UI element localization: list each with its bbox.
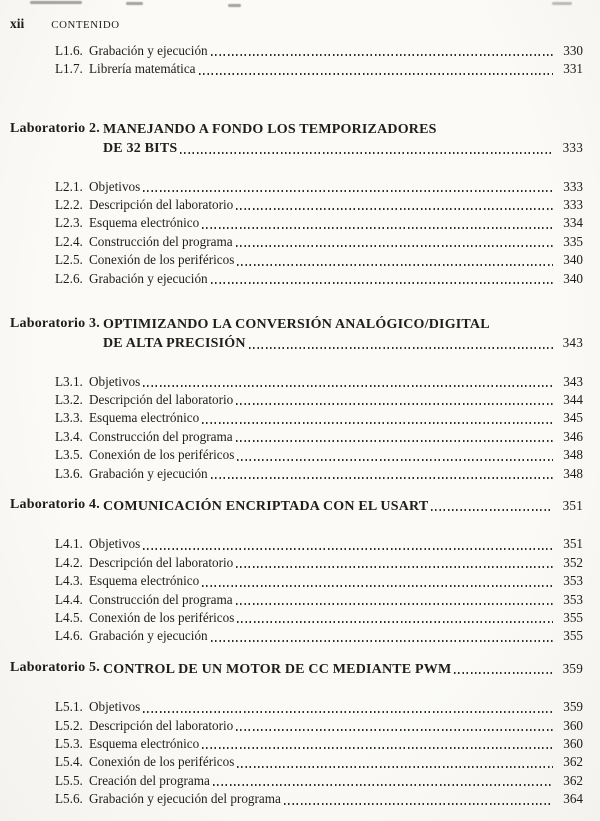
- toc-entry: [10, 178, 583, 196]
- entry-number: L2.4.: [55, 233, 83, 249]
- entry-page: 340: [563, 252, 583, 268]
- entry-number: L2.5.: [55, 252, 83, 268]
- section-heading: [10, 316, 583, 353]
- entry-title: Creación del programa: [89, 772, 210, 788]
- entry-number: L5.5.: [55, 772, 83, 788]
- section-heading-line: [103, 660, 583, 678]
- entry-number: L4.1.: [55, 536, 83, 552]
- entry-number: L2.6.: [55, 270, 83, 286]
- entry-title: Esquema electrónico: [89, 735, 200, 751]
- entry-title: Construcción del programa: [89, 233, 233, 249]
- toc-entry: [10, 609, 583, 627]
- dot-leader: [143, 385, 553, 387]
- toc-entry: [10, 409, 583, 427]
- toc-entry: [10, 60, 583, 78]
- toc-entry: [10, 591, 583, 609]
- section-heading-text: DE ALTA PRECISIÓN: [103, 336, 246, 352]
- entry-title: Conexión de los periféricos: [89, 609, 235, 625]
- entry-page: 360: [563, 717, 583, 733]
- section-label: Laboratorio 5.: [10, 659, 100, 675]
- entry-number: L3.1.: [55, 373, 83, 389]
- entry-page: 334: [563, 215, 583, 231]
- section-page: 351: [562, 498, 583, 514]
- entry-number: L3.5.: [55, 447, 83, 463]
- toc-entry: [10, 270, 583, 288]
- dot-leader: [237, 621, 553, 623]
- section-heading-line: [103, 334, 583, 352]
- dot-leader: [202, 422, 553, 424]
- entry-page: 331: [563, 61, 583, 77]
- section-heading-text: CONTROL DE UN MOTOR DE CC MEDIANTE PWM: [103, 661, 452, 677]
- toc-entry: [10, 790, 583, 808]
- toc-entry: [10, 251, 583, 269]
- entry-title: Descripción del laboratorio: [89, 392, 234, 408]
- section-label: Laboratorio 2.: [10, 120, 100, 136]
- toc-entry: [10, 572, 583, 590]
- toc-entry: [10, 233, 583, 251]
- entry-title: Grabación y ejecución: [89, 465, 208, 481]
- section-heading: [10, 121, 583, 158]
- entry-title: Objetivos: [89, 536, 141, 552]
- toc-entry: [10, 535, 583, 553]
- section-heading-text: MANEJANDO A FONDO LOS TEMPORIZADORES: [103, 121, 437, 137]
- entry-title: Objetivos: [89, 373, 141, 389]
- section-heading-text: OPTIMIZANDO LA CONVERSIÓN ANALÓGICO/DIGITAL: [103, 316, 490, 332]
- dot-leader: [454, 672, 553, 674]
- dot-leader: [211, 640, 553, 642]
- dot-leader: [236, 566, 553, 568]
- dot-leader: [143, 711, 553, 713]
- section-title: [103, 316, 583, 353]
- entry-title: Construcción del programa: [89, 428, 233, 444]
- toc-section: [10, 121, 583, 288]
- entry-page: 335: [563, 233, 583, 249]
- entry-title: Esquema electrónico: [89, 410, 200, 426]
- entry-page: 353: [563, 591, 583, 607]
- page-folio: xii: [10, 16, 25, 31]
- dot-leader: [143, 548, 553, 550]
- entry-page: 333: [563, 178, 583, 194]
- entry-page: 351: [563, 536, 583, 552]
- dot-leader: [236, 729, 553, 731]
- dot-leader: [236, 403, 553, 405]
- section-title: [103, 121, 583, 158]
- entry-page: 333: [563, 196, 583, 212]
- entry-number: L5.2.: [55, 717, 83, 733]
- scan-artifact: [552, 2, 572, 5]
- section-entries: [10, 535, 583, 645]
- dot-leader: [143, 190, 553, 192]
- section-heading: [10, 660, 583, 678]
- entry-page: 362: [563, 772, 583, 788]
- section-heading-text: DE 32 BITS: [103, 141, 178, 157]
- entry-number: L3.2.: [55, 392, 83, 408]
- toc-entry: [10, 772, 583, 790]
- entry-page: 348: [563, 465, 583, 481]
- entry-page: 348: [563, 447, 583, 463]
- toc-entry: [10, 627, 583, 645]
- dot-leader: [236, 208, 553, 210]
- entry-number: L4.4.: [55, 591, 83, 607]
- entry-number: L2.3.: [55, 215, 83, 231]
- entry-page: 355: [563, 609, 583, 625]
- toc-section: [10, 660, 583, 809]
- toc-entry: [10, 391, 583, 409]
- dot-leader: [431, 509, 553, 511]
- dot-leader: [237, 264, 553, 266]
- toc-entry: [10, 373, 583, 391]
- entry-number: L5.3.: [55, 735, 83, 751]
- entry-page: 346: [563, 428, 583, 444]
- toc-entry: [10, 196, 583, 214]
- entry-page: 364: [563, 791, 583, 807]
- dot-leader: [211, 477, 553, 479]
- entry-number: L3.4.: [55, 428, 83, 444]
- dot-leader: [249, 347, 553, 349]
- toc-section: [10, 42, 583, 79]
- section-entries: [10, 698, 583, 808]
- entry-title: Descripción del laboratorio: [89, 196, 234, 212]
- entry-title: Librería matemática: [89, 61, 196, 77]
- dot-leader: [211, 282, 553, 284]
- entry-page: 353: [563, 573, 583, 589]
- section-page: 333: [562, 140, 583, 156]
- toc-entry: [10, 717, 583, 735]
- entry-number: L4.2.: [55, 554, 83, 570]
- entry-number: L3.6.: [55, 465, 83, 481]
- entry-number: L2.2.: [55, 196, 83, 212]
- dot-leader: [236, 245, 553, 247]
- toc-list: [10, 42, 583, 809]
- toc-entry: [10, 735, 583, 753]
- toc-section: [10, 497, 583, 646]
- entry-number: L5.4.: [55, 754, 83, 770]
- section-title: [103, 660, 583, 678]
- toc-entry: [10, 554, 583, 572]
- section-entries: [10, 42, 583, 79]
- running-header-title: CONTENIDO: [51, 19, 120, 31]
- dot-leader: [202, 227, 553, 229]
- entry-page: 340: [563, 270, 583, 286]
- section-entries: [10, 373, 583, 483]
- running-header: [10, 16, 583, 30]
- entry-title: Descripción del laboratorio: [89, 717, 234, 733]
- toc-entry: [10, 214, 583, 232]
- entry-number: L5.6.: [55, 791, 83, 807]
- entry-page: 343: [563, 373, 583, 389]
- section-heading-line: [103, 497, 583, 515]
- entry-title: Esquema electrónico: [89, 215, 200, 231]
- section-heading-line: [103, 121, 583, 139]
- entry-title: Objetivos: [89, 178, 141, 194]
- entry-number: L4.6.: [55, 628, 83, 644]
- dot-leader: [236, 603, 553, 605]
- section-entries: [10, 178, 583, 288]
- section-page: 359: [562, 660, 583, 676]
- dot-leader: [284, 803, 553, 805]
- entry-title: Descripción del laboratorio: [89, 554, 234, 570]
- section-heading-line: [103, 139, 583, 157]
- section-heading: [10, 497, 583, 515]
- entry-title: Grabación y ejecución: [89, 270, 208, 286]
- entry-title: Objetivos: [89, 699, 141, 715]
- scan-artifact: [228, 4, 241, 7]
- section-label: Laboratorio 4.: [10, 497, 100, 513]
- dot-leader: [180, 152, 553, 154]
- dot-leader: [199, 73, 553, 75]
- entry-title: Grabación y ejecución del programa: [89, 791, 281, 807]
- section-title: [103, 497, 583, 515]
- dot-leader: [213, 784, 553, 786]
- entry-number: L3.3.: [55, 410, 83, 426]
- dot-leader: [236, 440, 553, 442]
- entry-title: Construcción del programa: [89, 591, 233, 607]
- entry-page: 344: [563, 392, 583, 408]
- toc-section: [10, 316, 583, 483]
- dot-leader: [237, 459, 553, 461]
- entry-title: Grabación y ejecución: [89, 43, 208, 58]
- entry-title: Grabación y ejecución: [89, 628, 208, 644]
- dot-leader: [211, 54, 553, 56]
- toc-entry: [10, 42, 583, 60]
- entry-title: Conexión de los periféricos: [89, 754, 235, 770]
- entry-page: 352: [563, 554, 583, 570]
- toc-entry: [10, 428, 583, 446]
- entry-page: 330: [563, 43, 583, 58]
- entry-number: L4.5.: [55, 609, 83, 625]
- entry-page: 359: [563, 699, 583, 715]
- entry-number: L4.3.: [55, 573, 83, 589]
- entry-number: L1.7.: [55, 61, 83, 77]
- entry-number: L1.6.: [55, 43, 83, 58]
- section-heading-line: [103, 316, 583, 334]
- toc-entry: [10, 446, 583, 464]
- entry-number: L2.1.: [55, 178, 83, 194]
- toc-entry: [10, 698, 583, 716]
- toc-entry: [10, 465, 583, 483]
- entry-title: Conexión de los periféricos: [89, 252, 235, 268]
- entry-page: 362: [563, 754, 583, 770]
- dot-leader: [202, 747, 553, 749]
- section-page: 343: [562, 335, 583, 351]
- entry-number: L5.1.: [55, 699, 83, 715]
- scan-artifact: [126, 2, 143, 5]
- entry-page: 360: [563, 735, 583, 751]
- scan-artifact: [30, 1, 82, 4]
- section-label: Laboratorio 3.: [10, 315, 100, 331]
- dot-leader: [202, 585, 553, 587]
- entry-page: 345: [563, 410, 583, 426]
- section-heading-text: COMUNICACIÓN ENCRIPTADA CON EL USART: [103, 499, 429, 515]
- entry-title: Conexión de los periféricos: [89, 447, 235, 463]
- entry-page: 355: [563, 628, 583, 644]
- dot-leader: [237, 766, 553, 768]
- entry-title: Esquema electrónico: [89, 573, 200, 589]
- toc-entry: [10, 753, 583, 771]
